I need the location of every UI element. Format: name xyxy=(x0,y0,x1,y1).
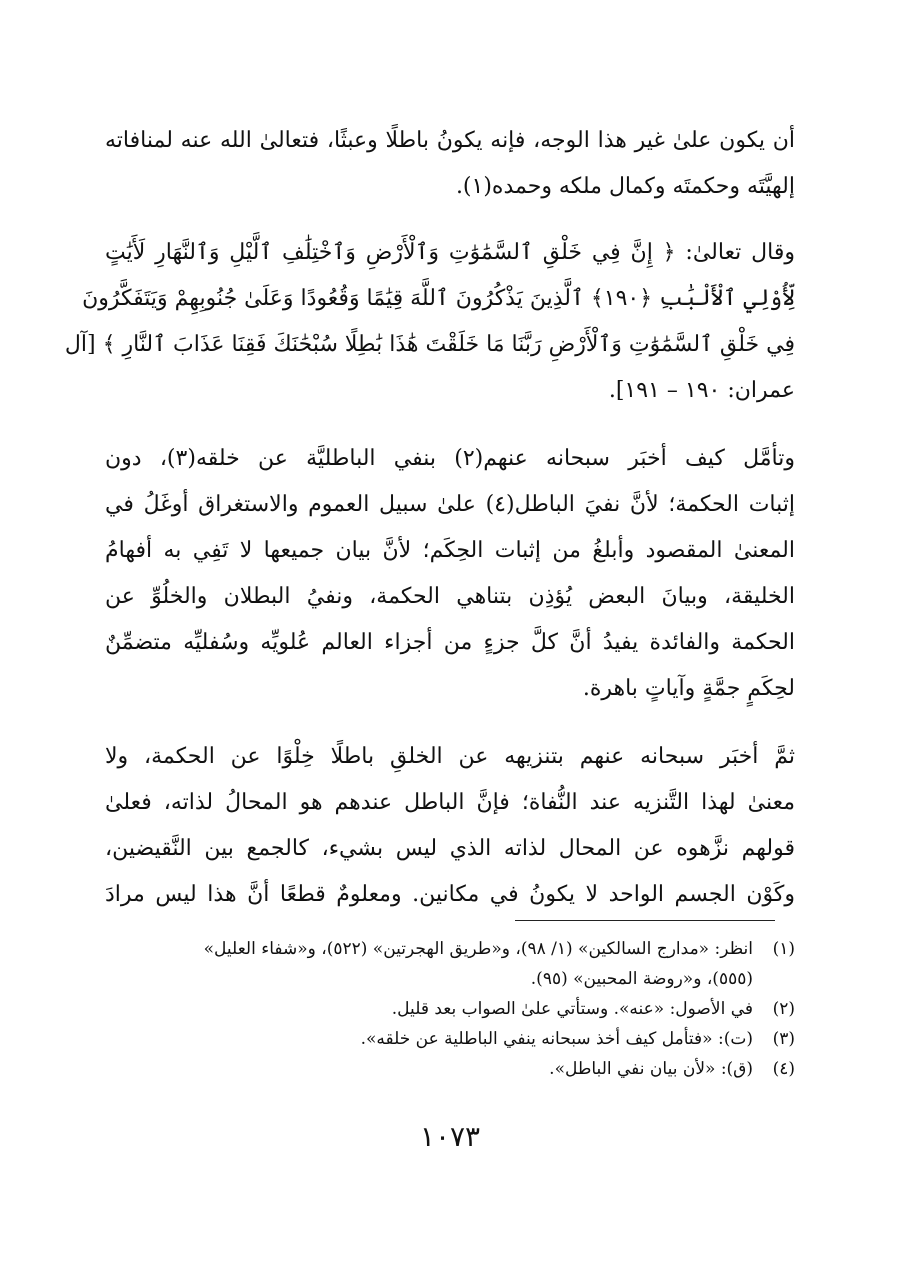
footnote-number: (٤) xyxy=(772,1059,795,1079)
text-line: الحكمة والفائدة يفيدُ أنَّ كلَّ جزءٍ من أجزاء العالم عُلويِّه وسُفليِّه متضمِّنٌ xyxy=(105,630,795,655)
footnote-text: (ت): «فتأمل كيف أخذ سبحانه ينفي الباطلية عن خلقه». xyxy=(360,1029,753,1049)
paragraph-3 xyxy=(105,436,795,712)
footnote-1-continued xyxy=(105,964,795,994)
text-line: الخليقة، وبيانَ البعض يُؤذِن بتناهي الحكمة، ونفيُ البطلان والخلُوِّ عن xyxy=(105,584,795,609)
text-line: المعنىٰ المقصود وأبلغُ من إثبات الحِكَم؛ لأنَّ بيان جميعها لا تَفِي به أفهامُ xyxy=(105,538,795,563)
text-line: معنىٰ لهذا التَّنزيه عند النُّفاة؛ فإنَّ الباطل عندهم هو المحالُ لذاته، فعلىٰ xyxy=(105,790,795,815)
footnote-separator xyxy=(515,920,775,921)
footnote-3 xyxy=(105,1024,795,1054)
main-text xyxy=(64,118,795,940)
text-line: قولهم نزَّهوه عن المحال لذاته الذي ليس بشيء، كالجمع بين النَّقيضين، xyxy=(105,836,795,861)
text-line: ثمَّ أخبَر سبحانه عنهم بتنزيهه عن الخلقِ باطلًا خِلْوًا عن الحكمة، ولا xyxy=(105,744,795,769)
paragraph-1 xyxy=(105,118,795,210)
text-line: فِي خَلْقِ ٱلسَّمَٰوَٰتِ وَٱلْأَرْضِ رَبَّنَا مَا خَلَقْتَ هَٰذَا بَٰطِلًا سُبْحَٰنَكَ فَقِنَا عَذَابَ ٱلنَّارِ ﴾ [آل xyxy=(64,332,795,357)
footnote-number: (٢) xyxy=(772,999,795,1019)
footnote-text: (ق): «لأن بيان نفي الباطل». xyxy=(549,1059,753,1079)
text-line: إثبات الحكمة؛ لأنَّ نفيَ الباطل(٤) علىٰ سبيل العموم والاستغراق أوغَلُ في xyxy=(105,492,795,517)
footnote-4 xyxy=(105,1054,795,1084)
footnote-number: (٣) xyxy=(772,1029,795,1049)
footnote-number: (١) xyxy=(772,939,795,959)
footnote-1 xyxy=(105,934,795,964)
text-line: إلهيَّتَه وحكمتَه وكمال ملكه وحمده(١). xyxy=(455,174,795,199)
footnote-text: انظر: «مدارج السالكين» (١/ ٩٨)، و«طريق الهجرتين» (٥٢٢)، و«شفاء العليل» xyxy=(203,939,753,959)
text-line: وتأمَّل كيف أخبَر سبحانه عنهم(٢) بنفي الباطليَّة عن خلقه(٣)، دون xyxy=(105,446,795,471)
text-line: وقال تعالىٰ: ﴿ إِنَّ فِي خَلْقِ ٱلسَّمَٰوَٰتِ وَٱلْأَرْضِ وَٱخْتِلَٰفِ ٱلَّيْلِ وَٱلنَّهَارِ لَأَيَٰتٍ xyxy=(105,240,795,265)
text-line: وكَوْن الجسم الواحد لا يكونُ في مكانين. ومعلومٌ قطعًا أنَّ هذا ليس مرادَ xyxy=(105,882,795,907)
text-line: أن يكون علىٰ غير هذا الوجه، فإنه يكونُ باطلًا وعبثًا، فتعالىٰ الله عنه لمنافاته xyxy=(105,128,795,153)
footnote-text: في الأصول: «عنه». وستأتي علىٰ الصواب بعد قليل. xyxy=(391,999,753,1019)
footnote-2 xyxy=(105,994,795,1024)
text-line: لحِكَمٍ جمَّةٍ وآياتٍ باهرة. xyxy=(582,676,795,701)
footnote-text: (٥٥٥)، و«روضة المحبين» (٩٥). xyxy=(530,969,753,989)
page-number: ١٠٧٣ xyxy=(419,1120,481,1153)
paragraph-2-quran-verse xyxy=(64,230,795,414)
paragraph-4 xyxy=(105,734,795,918)
text-line: لِّأُوْلِي ٱلْأَلْبَٰبِ ﴿١٩٠﴾ ٱلَّذِينَ يَذْكُرُونَ ٱللَّهَ قِيَٰمًا وَقُعُودًا وَعَلَىٰ جُنُوبِهِمْ وَيَتَفَكَّرُونَ xyxy=(82,286,795,311)
text-line: عمران: ١٩٠ – ١٩١]. xyxy=(608,378,795,403)
footnotes xyxy=(105,934,795,1084)
